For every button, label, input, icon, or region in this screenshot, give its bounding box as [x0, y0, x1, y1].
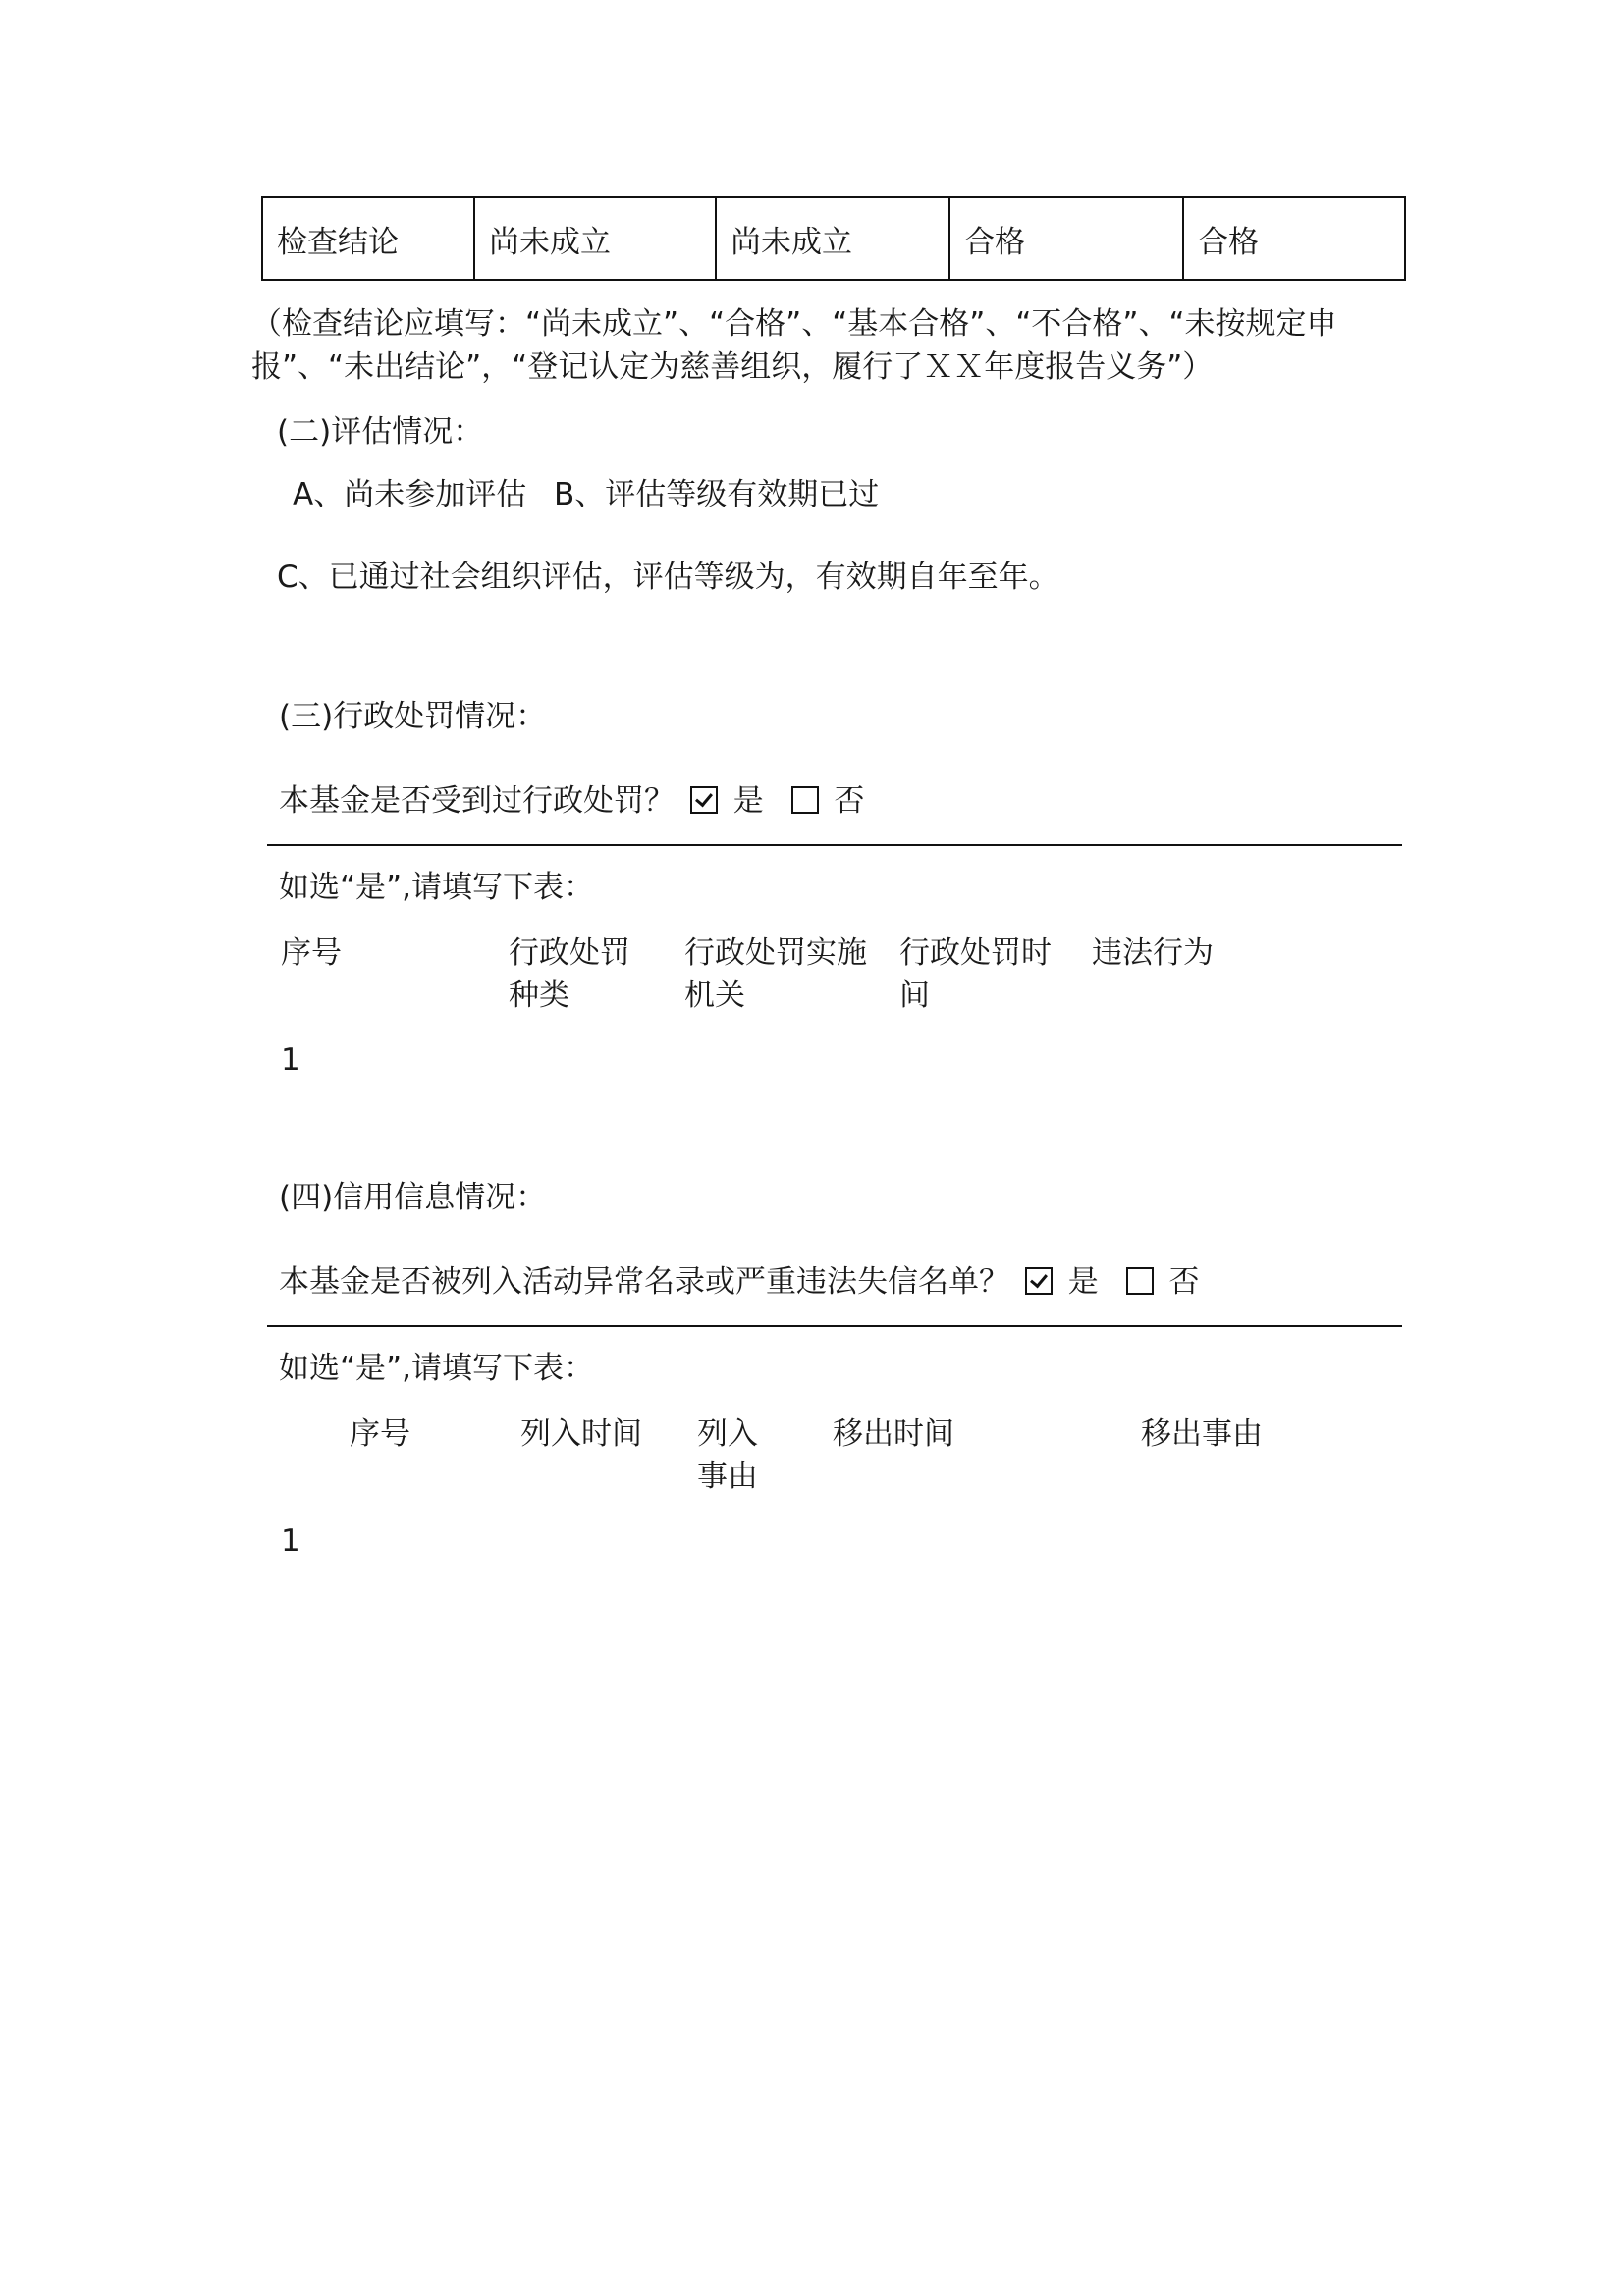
evaluation-option-a: A、尚未参加评估: [293, 477, 527, 512]
table-row: [262, 197, 1405, 280]
table-cell: 尚未成立: [716, 197, 949, 280]
evaluation-option-b: B、评估等级有效期已过: [554, 477, 880, 512]
penalty-yes-checkbox[interactable]: [690, 786, 718, 814]
divider: [267, 844, 1402, 846]
credit-no-checkbox[interactable]: [1126, 1267, 1154, 1295]
evaluation-heading: (二)评估情况：: [277, 414, 484, 450]
penalty-col-header: 行政处罚实施机关: [684, 935, 867, 1013]
credit-row-index: 1: [281, 1523, 300, 1559]
credit-fill-prompt: 如选“是”,请填写下表：: [279, 1351, 594, 1386]
penalty-question-line: [279, 779, 864, 823]
credit-question: 本基金是否被列入活动异常名录或严重违法失信名单？: [279, 1264, 1009, 1300]
divider: [267, 1325, 1402, 1327]
check-result-note: （检查结论应填写：“尚未成立”、“合格”、“基本合格”、“不合格”、“未按规定申报”、“未出结论”，“登记认定为慈善组织，履行了ＸＸ年度报告义务”）: [251, 306, 1337, 385]
table-cell: 尚未成立: [474, 197, 716, 280]
penalty-col-header: 行政处罚种类: [509, 935, 630, 1013]
credit-no-label: 否: [1168, 1264, 1200, 1300]
credit-heading: (四)信用信息情况：: [279, 1180, 547, 1215]
credit-yes-label: 是: [1067, 1264, 1099, 1300]
credit-yes-checkbox[interactable]: [1025, 1267, 1053, 1295]
penalty-col-header: 行政处罚时间: [899, 935, 1052, 1013]
table-cell: 检查结论: [262, 197, 474, 280]
credit-question-line: [279, 1260, 1199, 1304]
credit-col-header: 序号: [350, 1416, 410, 1452]
penalty-col-header: 违法行为: [1092, 935, 1214, 971]
penalty-question: 本基金是否受到过行政处罚？: [279, 783, 675, 819]
penalty-yes-label: 是: [732, 783, 764, 819]
credit-col-header: 列入时间: [520, 1416, 642, 1452]
evaluation-option-c: C、已通过社会组织评估，评估等级为，有效期自年至年。: [277, 560, 1059, 595]
penalty-row-index: 1: [281, 1042, 300, 1078]
table-cell: 合格: [1183, 197, 1405, 280]
credit-col-header: 移出事由: [1141, 1416, 1263, 1452]
penalty-no-label: 否: [834, 783, 865, 819]
penalty-no-checkbox[interactable]: [791, 786, 819, 814]
penalty-heading: (三)行政处罚情况：: [279, 699, 547, 734]
credit-col-header: 列入事由: [697, 1416, 758, 1494]
penalty-fill-prompt: 如选“是”,请填写下表：: [279, 870, 594, 905]
check-result-table: [261, 196, 1406, 281]
penalty-col-header: 序号: [281, 935, 342, 971]
credit-col-header: 移出时间: [833, 1416, 954, 1452]
table-cell: 合格: [949, 197, 1183, 280]
